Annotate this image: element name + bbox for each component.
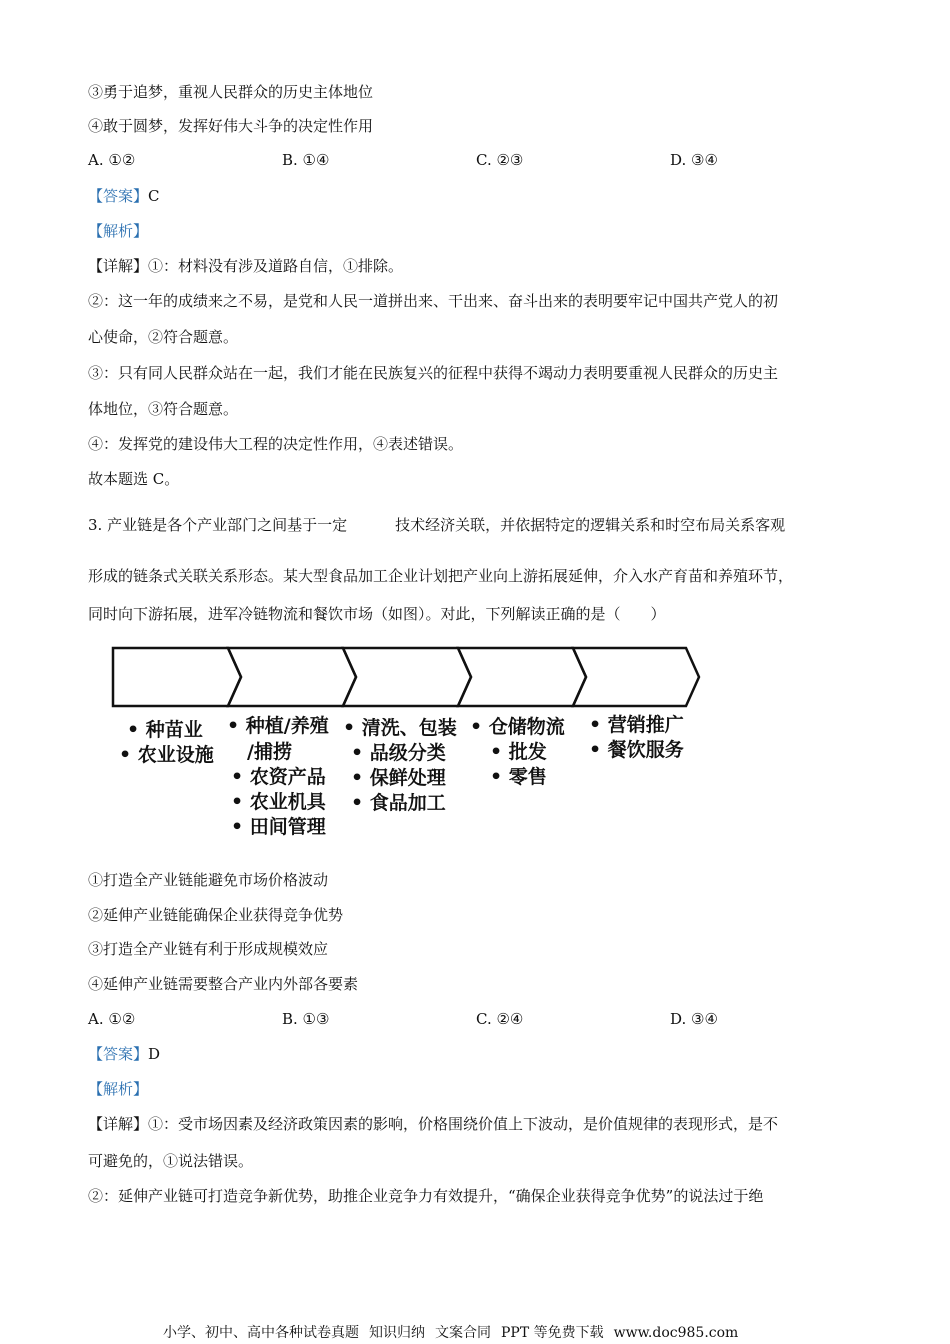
q3-stem-2: 形成的链条式关联关系形态。某大型食品加工企业计划把产业向上游拓展延伸，介入水产育苗和养殖环节，: [88, 567, 794, 585]
q3-detail-3: ②：延伸产业链可打造竞争新优势，助推企业竞争力有效提升，“确保企业获得竞争优势”的说法过于绝: [88, 1187, 764, 1205]
q2-analysis-tag: [88, 221, 148, 241]
q3-answer: [88, 1044, 160, 1064]
q2-option-c: C. ②③: [476, 151, 524, 169]
q2-answer: [88, 186, 160, 206]
footer-text-1: 小学、初中、高中各种试卷真题: [163, 1325, 359, 1341]
chain-segment-4: [458, 648, 586, 706]
page-footer: [163, 1322, 748, 1342]
q3-item-2: ②延伸产业链能确保企业获得竞争优势: [88, 906, 344, 924]
q3-stem-3: 同时向下游拓展，进军冷链物流和餐饮市场（如图）。对此，下列解读正确的是（ ）: [88, 605, 666, 623]
answer-tag: 【答案】: [88, 187, 149, 205]
q2-item-4: ④敢于圆梦，发挥好伟大斗争的决定性作用: [88, 117, 374, 135]
analysis-tag: 【解析】: [88, 222, 149, 240]
q3-stem-a: 3. 产业链是各个产业部门之间基于一定: [88, 516, 348, 534]
detail-tag: 【详解】: [88, 257, 149, 275]
detail-text: ①：受市场因素及经济政策因素的影响，价格围绕价值上下波动，是价值规律的表现形式，是不: [148, 1115, 779, 1133]
q3-option-a: A. ①②: [88, 1010, 136, 1028]
chain-segment-2: [228, 648, 356, 706]
industry-chain-diagram: [108, 642, 708, 842]
col5-item-1: • 营销推广: [589, 714, 684, 736]
q3-stem-b: 技术经济关联，并依据特定的逻辑关系和时空布局关系客观: [395, 516, 786, 534]
q2-detail-1: [88, 256, 403, 276]
q2-conclusion: 故本题选 C。: [88, 470, 180, 488]
q3-option-d: D. ③④: [670, 1010, 718, 1028]
col3-item-1: • 清洗、包装: [343, 717, 457, 739]
footer-url: www.doc985.com: [613, 1325, 739, 1341]
col5-item-2: • 餐饮服务: [589, 739, 684, 761]
q2-detail-4: ③：只有同人民群众站在一起，我们才能在民族复兴的征程中获得不竭动力表明要重视人民群众的历史主: [88, 364, 779, 382]
q2-option-d: D. ③④: [670, 151, 718, 169]
q3-detail-1: [88, 1114, 778, 1134]
detail-tag: 【详解】: [88, 1115, 149, 1133]
detail-text: ①：材料没有涉及道路自信，①排除。: [148, 257, 404, 275]
chain-segment-1: [113, 648, 241, 706]
col4-item-2: • 批发: [490, 741, 547, 763]
q3-item-1: ①打造全产业链能避免市场价格波动: [88, 871, 329, 889]
q3-detail-2: 可避免的，①说法错误。: [88, 1152, 254, 1170]
q2-option-a: A. ①②: [88, 151, 136, 169]
q3-option-b: B. ①③: [282, 1010, 330, 1028]
col2-item-3: • 农资产品: [231, 766, 326, 788]
q2-detail-6: ④：发挥党的建设伟大工程的决定性作用，④表述错误。: [88, 435, 464, 453]
q3-item-3: ③打造全产业链有利于形成规模效应: [88, 940, 329, 958]
answer-value: D: [148, 1045, 161, 1063]
q3-item-4: ④延伸产业链需要整合产业内外部各要素: [88, 975, 359, 993]
chain-segment-5: [573, 648, 699, 706]
q3-option-c: C. ②④: [476, 1010, 524, 1028]
q2-item-3: ③勇于追梦，重视人民群众的历史主体地位: [88, 83, 374, 101]
col2-item-2: /捕捞: [247, 741, 292, 763]
col2-item-1: • 种植/养殖: [227, 715, 329, 737]
answer-value: C: [148, 187, 160, 205]
footer-text-4: PPT 等免费下载: [501, 1325, 604, 1341]
footer-text-3: 文案合同: [435, 1325, 491, 1341]
col3-item-4: • 食品加工: [351, 792, 446, 814]
q2-detail-3: 心使命，②符合题意。: [88, 328, 239, 346]
col3-item-3: • 保鲜处理: [351, 767, 446, 789]
col3-item-2: • 品级分类: [351, 742, 446, 764]
chain-segment-3: [343, 648, 471, 706]
q2-option-b: B. ①④: [282, 151, 330, 169]
col4-item-1: • 仓储物流: [470, 716, 565, 738]
col1-item-1: • 种苗业: [127, 719, 203, 741]
footer-text-2: 知识归纳: [369, 1325, 425, 1341]
col2-item-4: • 农业机具: [231, 791, 326, 813]
analysis-tag: 【解析】: [88, 1080, 149, 1098]
answer-tag: 【答案】: [88, 1045, 149, 1063]
col2-item-5: • 田间管理: [231, 816, 326, 838]
col4-item-3: • 零售: [490, 766, 547, 788]
q3-analysis-tag: [88, 1079, 148, 1099]
q2-detail-5: 体地位，③符合题意。: [88, 400, 239, 418]
col1-item-2: • 农业设施: [119, 744, 214, 766]
q2-detail-2: ②：这一年的成绩来之不易，是党和人民一道拼出来、干出来、奋斗出来的表明要牢记中国共产党人的初: [88, 292, 779, 310]
q3-stem-1: [88, 515, 785, 535]
